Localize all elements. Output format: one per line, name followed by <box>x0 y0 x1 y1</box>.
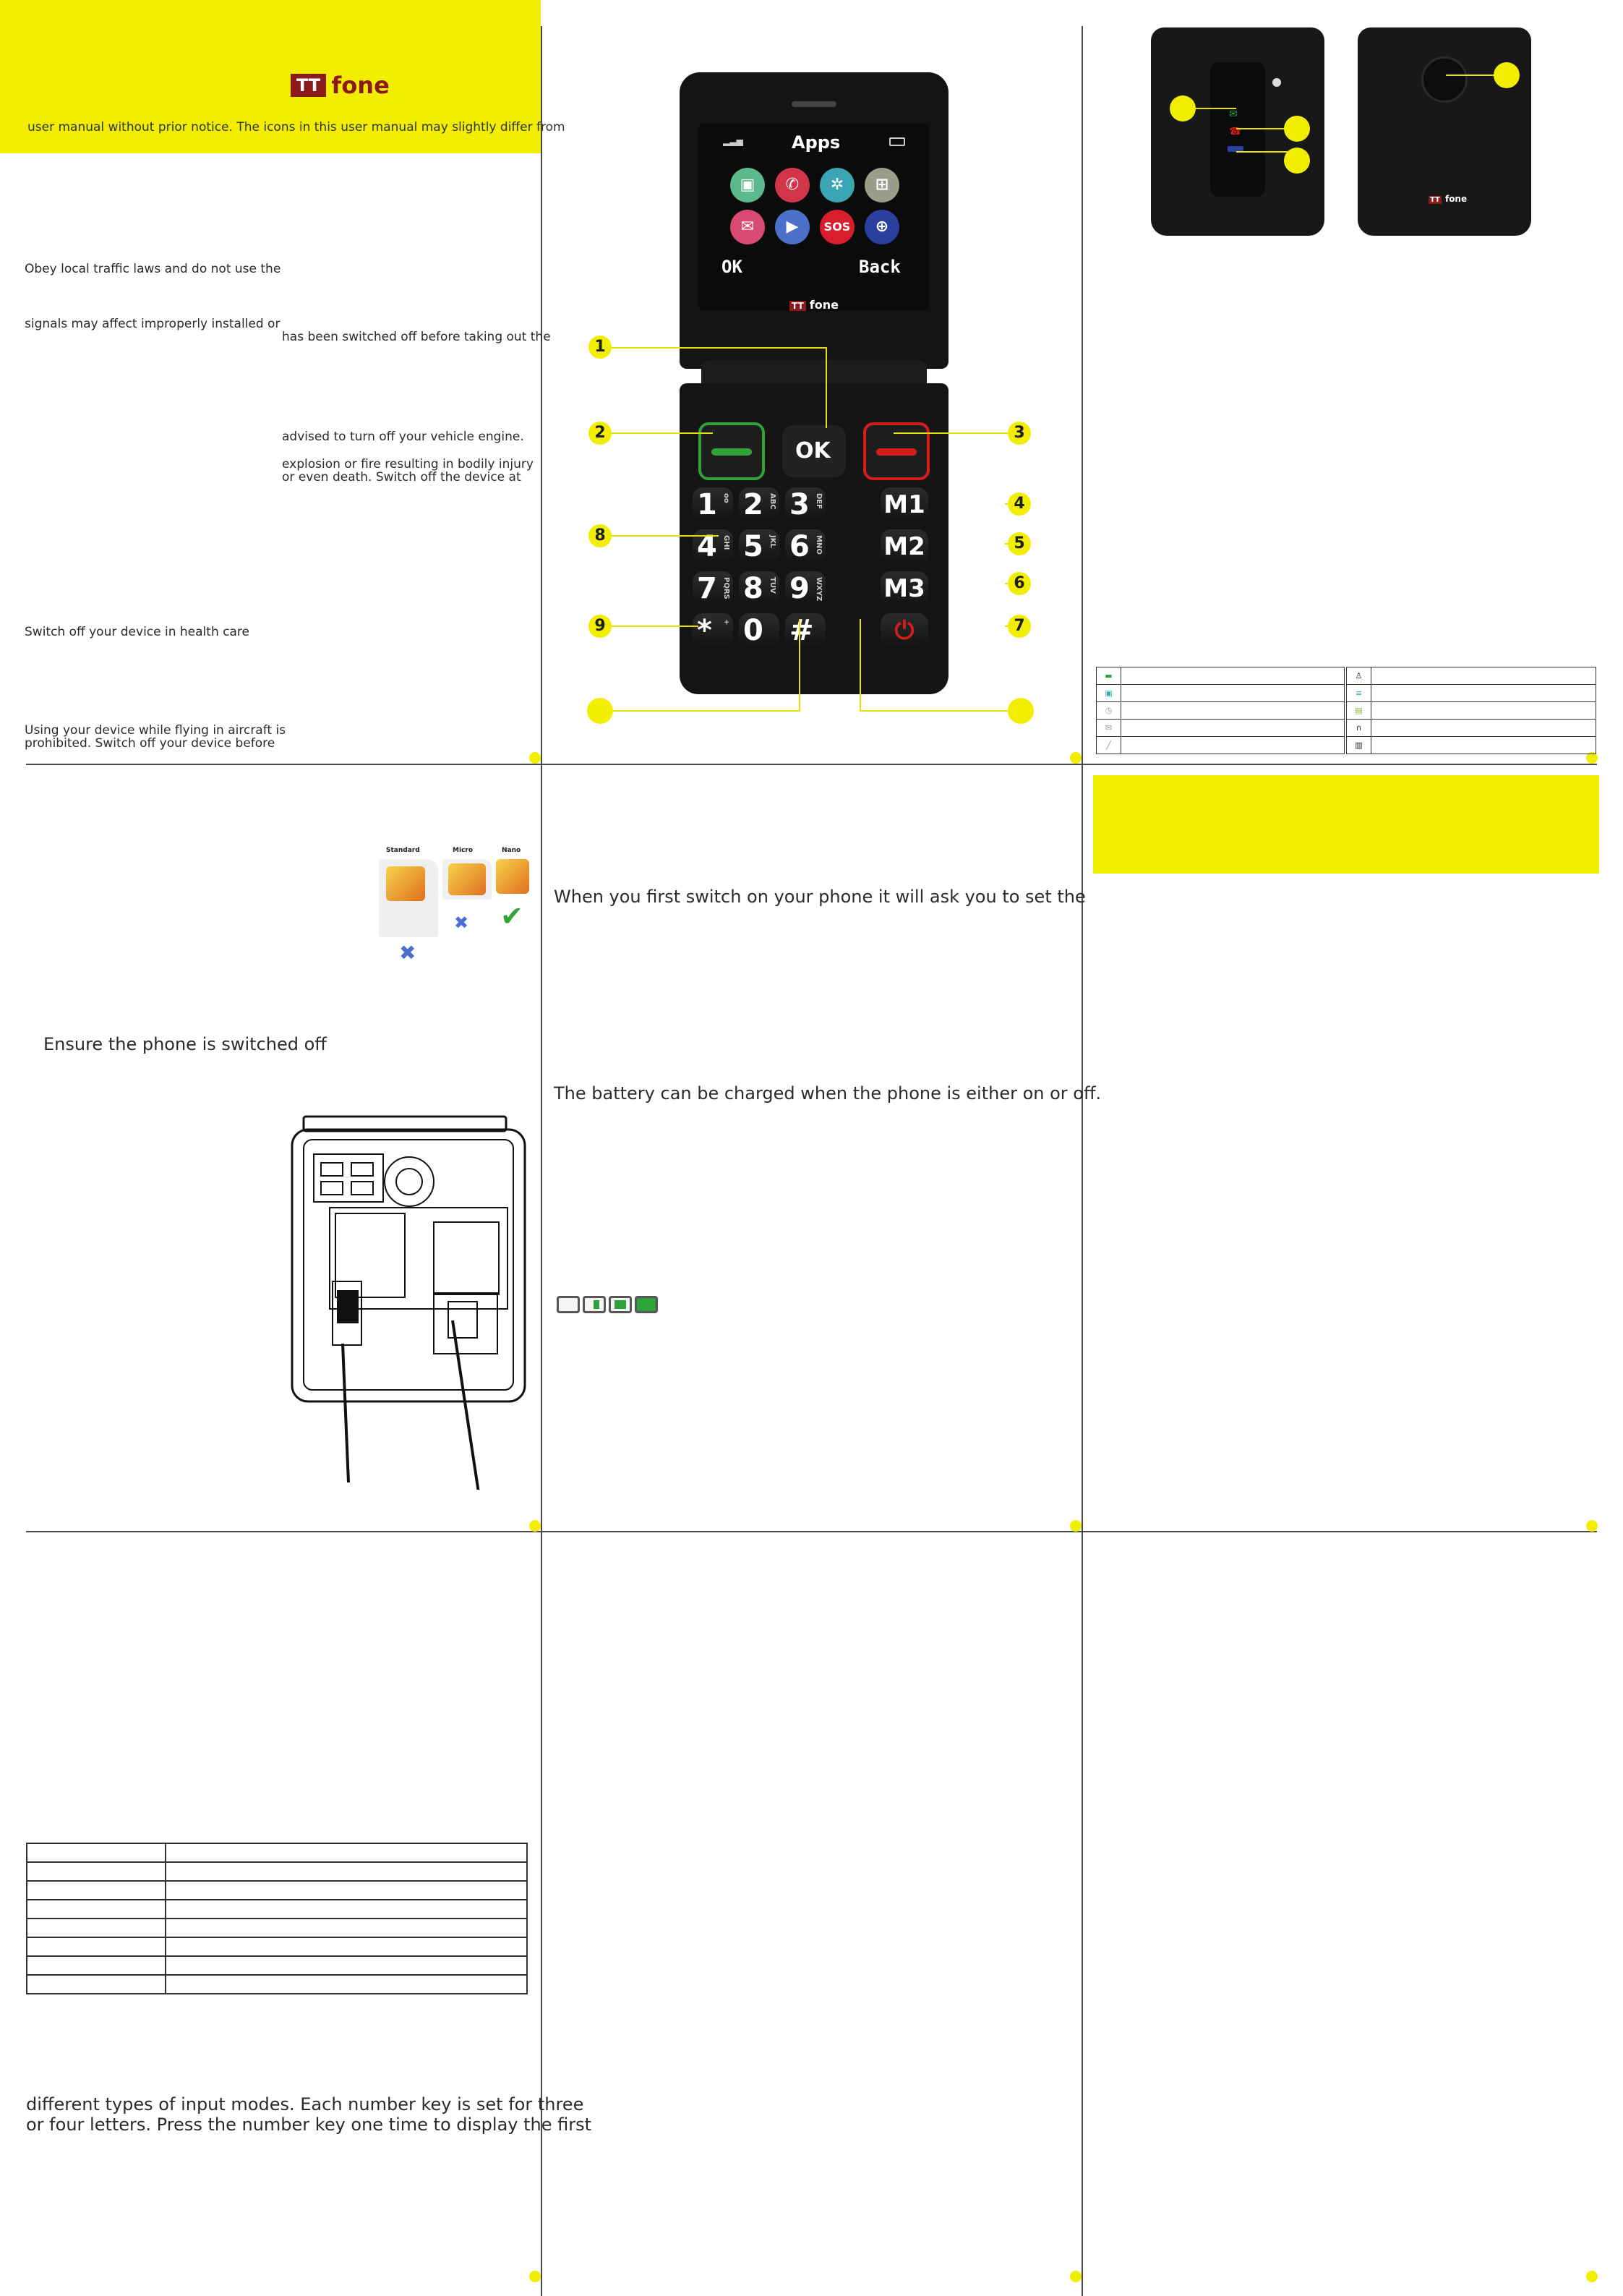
status-icon-table-right <box>1346 667 1596 754</box>
table-row: ╱ <box>1097 737 1345 754</box>
callout-blank <box>587 698 613 724</box>
panel-divider-row-2 <box>26 1531 1597 1532</box>
safety-signals: signals may affect improperly installed or <box>25 317 281 331</box>
key-8[interactable]: 8 TUV <box>739 571 779 606</box>
camera-callout-blank <box>1494 62 1520 88</box>
table-row <box>27 1881 527 1900</box>
safety-aircraft-1: Using your device while flying in aircraft is <box>25 723 286 738</box>
key-m2[interactable]: M2 <box>881 529 928 564</box>
callout-blank <box>1008 698 1034 724</box>
front-camera-dot <box>1272 78 1281 87</box>
brand-logo-tt: TT <box>291 74 326 97</box>
key-6[interactable]: 6 MNO <box>785 529 826 564</box>
sim-label-nano: Nano <box>502 847 521 854</box>
corner-marker <box>1586 2271 1598 2282</box>
table-row: ▥ <box>1347 737 1596 754</box>
highlight-yellow-box <box>1093 775 1599 874</box>
key-1[interactable]: 1 oo <box>693 487 733 522</box>
corner-marker <box>1070 2271 1082 2282</box>
key-7[interactable]: 7 PQRS <box>693 571 733 606</box>
table-row: ∩ <box>1347 720 1596 737</box>
table-row: ✉ <box>1097 720 1345 737</box>
callout-1: 1 <box>588 336 612 359</box>
ensure-switched-off: Ensure the phone is switched off <box>43 1034 327 1054</box>
table-row <box>27 1919 527 1937</box>
phone-callout-lines <box>542 318 1077 723</box>
cross-icon: ✖ <box>399 941 416 965</box>
sim-label-micro: Micro <box>453 847 473 854</box>
callout-3: 3 <box>1008 422 1031 445</box>
tools-app-icon[interactable]: ⊕ <box>865 210 899 244</box>
cross-icon: ✖ <box>454 913 469 933</box>
input-mode-line-1: different types of input modes. Each number key is set for three <box>26 2094 584 2114</box>
led-callout-blank <box>1284 116 1310 142</box>
table-row <box>27 1937 527 1956</box>
soft-key-right-label: Back <box>859 257 901 277</box>
table-row <box>27 1956 527 1975</box>
disclaimer-text: user manual without prior notice. The icons in this user manual may slightly differ from <box>27 120 565 135</box>
micro-sim-card <box>442 859 492 900</box>
safety-explosion-2: or even death. Switch off the device at <box>282 470 521 485</box>
led-callout-blank <box>1284 148 1310 174</box>
sim-label-standard: Standard <box>386 847 420 854</box>
key-9[interactable]: 9 WXYZ <box>785 571 826 606</box>
callout-2: 2 <box>588 422 612 445</box>
table-row: ▬ <box>1097 667 1345 685</box>
key-3[interactable]: 3 DEF <box>785 487 826 522</box>
table-row: ♙ <box>1347 667 1596 685</box>
safety-engine: advised to turn off your vehicle engine. <box>282 430 524 444</box>
table-row <box>27 1900 527 1919</box>
brand-logo-fone: fone <box>331 72 390 99</box>
key-star[interactable]: * + <box>693 613 733 648</box>
table-row <box>27 1862 527 1881</box>
battery-low-icon <box>583 1296 606 1313</box>
specification-table <box>26 1843 528 1994</box>
callout-7: 7 <box>1008 615 1031 638</box>
key-m1[interactable]: M1 <box>881 487 928 522</box>
safety-health: Switch off your device in health care <box>25 625 249 639</box>
corner-marker <box>529 1520 541 1532</box>
signal-icon: ▂▃▅ <box>723 136 743 146</box>
back-logo: TT fone <box>1430 194 1468 204</box>
safety-traffic: Obey local traffic laws and do not use the <box>25 262 281 276</box>
contacts-app-icon[interactable]: ▣ <box>730 168 765 202</box>
status-icon-table-left <box>1096 667 1345 754</box>
callout-4: 4 <box>1008 492 1031 516</box>
callout-6: 6 <box>1008 572 1031 595</box>
table-row <box>27 1975 527 1994</box>
corner-marker <box>1586 1520 1598 1532</box>
input-mode-line-2: or four letters. Press the number key one time to display the first <box>26 2114 592 2135</box>
callout-5: 5 <box>1008 532 1031 555</box>
settings-app-icon[interactable]: ✲ <box>820 168 855 202</box>
call-app-icon[interactable]: ✆ <box>775 168 810 202</box>
battery-empty-icon <box>557 1296 580 1313</box>
check-icon: ✔ <box>500 900 523 932</box>
key-4[interactable]: 4 GHI <box>693 529 733 564</box>
sim-size-diagram <box>370 845 529 975</box>
ok-key-label: OK <box>795 438 831 464</box>
media-app-icon[interactable]: ▶ <box>775 210 810 244</box>
battery-mid-icon <box>609 1296 632 1313</box>
table-row: ▤ <box>1347 702 1596 720</box>
callout-9: 9 <box>588 615 612 638</box>
panel-divider-row-1 <box>26 764 1597 765</box>
standard-sim-card <box>379 859 438 937</box>
corner-marker <box>1070 752 1082 764</box>
table-row: ≡ <box>1347 685 1596 702</box>
brand-logo <box>291 74 390 103</box>
apps-grid-icon[interactable]: ⊞ <box>865 168 899 202</box>
table-row <box>27 1843 527 1862</box>
corner-marker <box>529 752 541 764</box>
first-switch-text: When you first switch on your phone it will ask you to set the <box>554 887 1086 907</box>
key-m3[interactable]: M3 <box>881 571 928 606</box>
nano-sim-card <box>496 859 529 894</box>
key-0[interactable]: 0 <box>739 613 779 648</box>
safety-aircraft-2: prohibited. Switch off your device before <box>25 736 275 751</box>
key-hash[interactable]: # <box>785 613 826 648</box>
battery-charge-text: The battery can be charged when the phone is either on or off. <box>554 1083 1102 1104</box>
screen-title: Apps <box>792 132 841 153</box>
key-2[interactable]: 2 ABC <box>739 487 779 522</box>
screen-brand-logo: TT fone <box>789 298 839 312</box>
table-row: ◷ <box>1097 702 1345 720</box>
key-5[interactable]: 5 JKL <box>739 529 779 564</box>
safety-explosion-1: explosion or fire resulting in bodily injury <box>282 457 534 471</box>
power-key[interactable]: ⏻ <box>881 613 928 648</box>
soft-key-left-label: OK <box>721 257 742 277</box>
messages-app-icon[interactable]: ✉ <box>730 210 765 244</box>
corner-marker <box>1070 1520 1082 1532</box>
panel-divider-2 <box>1082 26 1083 2296</box>
led-callout-blank <box>1170 95 1196 121</box>
safety-switched-off: has been switched off before taking out the <box>282 330 551 344</box>
battery-icon <box>889 137 905 146</box>
battery-full-icon <box>635 1296 658 1313</box>
phone-earpiece <box>792 101 836 107</box>
message-led-icon: ✉ <box>1229 108 1238 120</box>
corner-marker <box>529 2271 541 2282</box>
phone-closed-back <box>1358 27 1531 236</box>
missed-call-led-icon: ☎ <box>1229 126 1242 137</box>
table-row: ▣ <box>1097 685 1345 702</box>
battery-compartment-diagram <box>289 1114 532 1490</box>
callout-8: 8 <box>588 524 612 547</box>
sos-app-icon[interactable]: SOS <box>820 210 855 244</box>
